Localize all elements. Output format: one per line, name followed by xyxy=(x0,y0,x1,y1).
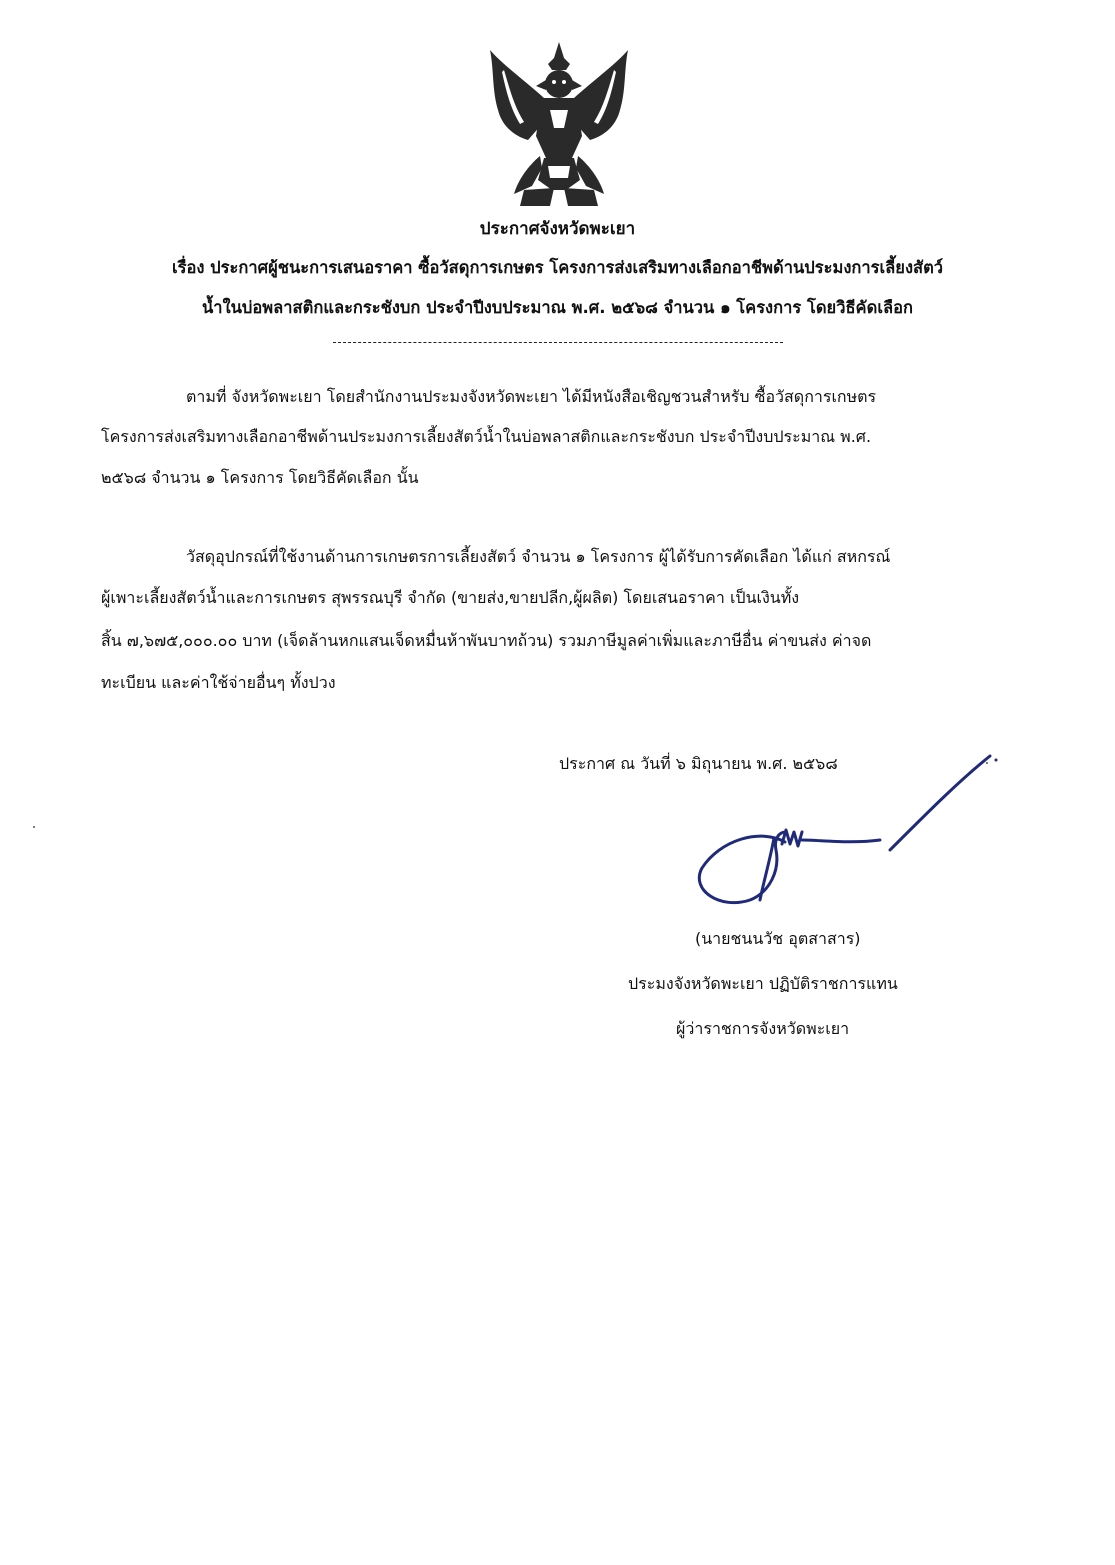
subject-line-2: น้ำในบ่อพลาสติกและกระชังบก ประจำปีงบประมาณ พ.ศ. ๒๕๖๘ จำนวน ๑ โครงการ โดยวิธีคัดเลือก xyxy=(202,298,913,317)
para2-line-2: ผู้เพาะเลี้ยงสัตว์น้ำและการเกษตร สุพรรณบุรี จำกัด (ขายส่ง,ขายปลีก,ผู้ผลิต) โดยเสนอราคา เป็นเงินทั้ง xyxy=(101,588,800,607)
handwritten-signature xyxy=(690,740,1010,920)
para1-line-1: ตามที่ จังหวัดพะเยา โดยสำนักงานประมงจังหวัดพะเยา ได้มีหนังสือเชิญชวนสำหรับ ซื้อวัสดุการเกษตร xyxy=(186,387,877,406)
signer-position-1: ประมงจังหวัดพะเยา ปฏิบัติราชการแทน xyxy=(628,974,898,993)
para2-line-1: วัสดุอุปกรณ์ที่ใช้งานด้านการเกษตรการเลี้ยงสัตว์ จำนวน ๑ โครงการ ผู้ได้รับการคัดเลือก ได้แก่ สหกรณ์ xyxy=(186,547,891,566)
signer-name: (นายชนนวัช อุตสาสาร) xyxy=(695,929,861,948)
subject-line-1: เรื่อง ประกาศผู้ชนะการเสนอราคา ซื้อวัสดุการเกษตร โครงการส่งเสริมทางเลือกอาชีพด้านประมงการเลี้ยงสัตว์ xyxy=(171,258,944,277)
scan-speck xyxy=(986,762,988,764)
para1-line-2: โครงการส่งเสริมทางเลือกอาชีพด้านประมงการเลี้ยงสัตว์น้ำในบ่อพลาสติกและกระชังบก ประจำปีงบประมาณ พ.ศ. xyxy=(101,427,872,446)
scan-speck xyxy=(33,826,35,828)
document-title: ประกาศจังหวัดพะเยา xyxy=(479,219,636,239)
para2-line-4: ทะเบียน และค่าใช้จ่ายอื่นๆ ทั้งปวง xyxy=(101,673,336,692)
signer-position-2: ผู้ว่าราชการจังหวัดพะเยา xyxy=(676,1019,850,1038)
garuda-emblem-icon xyxy=(484,40,634,210)
para1-line-3: ๒๕๖๘ จำนวน ๑ โครงการ โดยวิธีคัดเลือก นั้น xyxy=(101,468,419,487)
title-divider xyxy=(333,342,783,343)
para2-line-3: สิ้น ๗,๖๗๕,๐๐๐.๐๐ บาท (เจ็ดล้านหกแสนเจ็ดหมื่นห้าพันบาทถ้วน) รวมภาษีมูลค่าเพิ่มและภาษีอื่น ค่าขนส่ง ค่าจด xyxy=(101,631,872,650)
announcement-date: ประกาศ ณ วันที่ ๖ มิถุนายน พ.ศ. ๒๕๖๘ xyxy=(559,754,838,773)
